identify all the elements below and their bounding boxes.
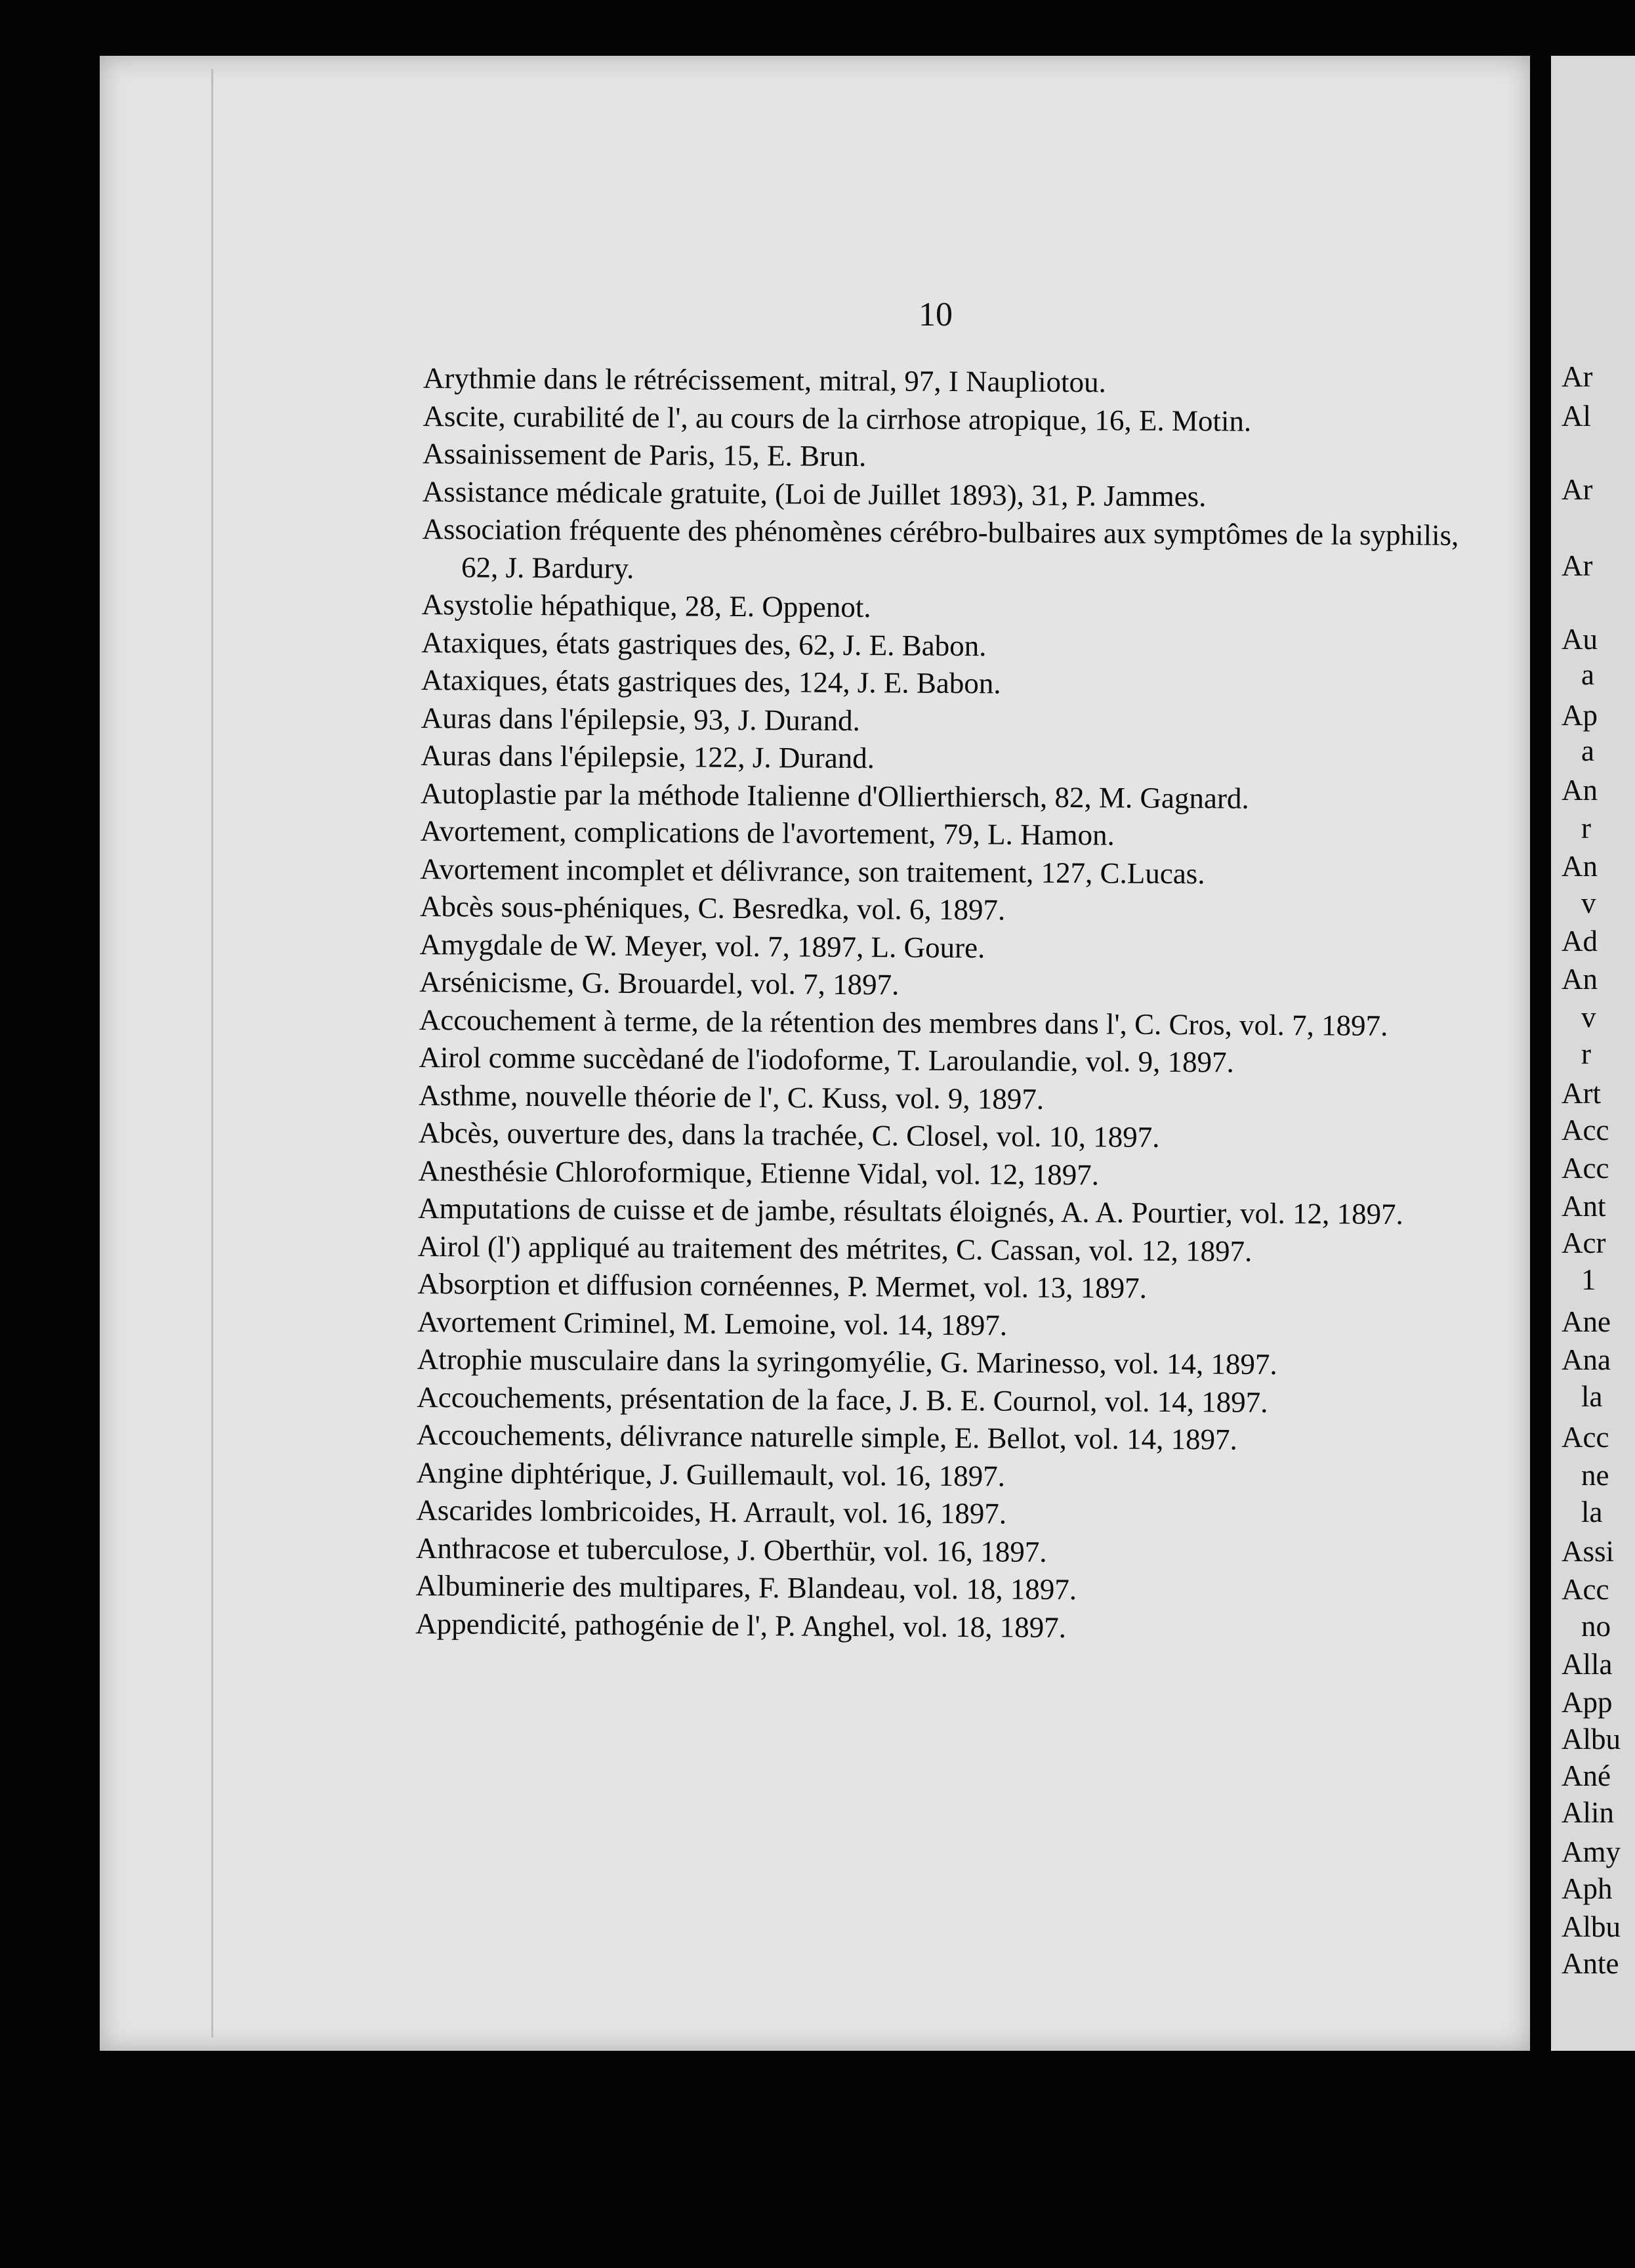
index-entry: Arsénicisme, G. Brouardel, vol. 7, 1897. (419, 965, 900, 1001)
right-page-fragment: Al (1562, 400, 1591, 432)
right-page-fragment: Acc (1562, 1114, 1609, 1146)
right-page-fragment: Assi (1562, 1535, 1615, 1568)
index-entry: Avortement Criminel, M. Lemoine, vol. 14, 1897. (417, 1305, 1008, 1341)
right-page-fragment: no (1581, 1610, 1611, 1643)
right-page-fragment: Ad (1562, 925, 1598, 957)
right-page-fragment: r (1581, 812, 1591, 845)
index-entry: Abcès sous-phéniques, C. Besredka, vol. 6, 1897. (419, 889, 1006, 927)
index-entries (415, 360, 1460, 1649)
right-page-fragment: An (1562, 850, 1598, 883)
index-entry: Atrophie musculaire dans la syringomyélie, G. Marinesso, vol. 14, 1897. (417, 1342, 1277, 1381)
index-entry: Abcès, ouverture des, dans la trachée, C. Closel, vol. 10, 1897. (418, 1116, 1160, 1154)
index-entry: Ascite, curabilité de l', au cours de la cirrhose atropique, 16, E. Motin. (423, 399, 1252, 438)
index-entry: Accouchement à terme, de la rétention des membres dans l', C. Cros, vol. 7, 1897. (419, 1003, 1388, 1042)
right-page-fragment: Ana (1562, 1343, 1611, 1376)
page-number: 10 (919, 296, 953, 333)
right-page-fragment: Amy (1562, 1836, 1621, 1868)
right-page-fragment: Art (1562, 1077, 1601, 1110)
right-page-fragment: Ant (1562, 1190, 1606, 1223)
index-entry: Albuminerie des multipares, F. Blandeau, vol. 18, 1897. (415, 1568, 1077, 1606)
index-entry: Airol (l') appliqué au traitement des métrites, C. Cassan, vol. 12, 1897. (417, 1229, 1252, 1268)
page-frame-line (211, 69, 213, 2038)
right-page-fragment: r (1581, 1038, 1591, 1070)
right-page-fragment: Alla (1562, 1648, 1613, 1681)
index-entry: Anthracose et tuberculose, J. Oberthür, vol. 16, 1897. (415, 1531, 1047, 1568)
right-page-fragment: a (1581, 734, 1594, 767)
right-page-fragment: Alin (1562, 1796, 1615, 1829)
index-entry: Amygdale de W. Meyer, vol. 7, 1897, L. Goure. (419, 927, 985, 964)
right-page-fragment: App (1562, 1686, 1613, 1719)
right-page-fragment: Ar (1562, 549, 1593, 582)
right-page-fragment: v (1581, 1001, 1596, 1034)
right-page-fragment: Acc (1562, 1573, 1609, 1606)
right-page-fragment: Ane (1562, 1305, 1611, 1338)
right-page-fragment: v (1581, 887, 1596, 919)
index-entry: Avortement, complications de l'avortement, 79, L. Hamon. (420, 814, 1115, 852)
right-page-fragment: Acc (1562, 1421, 1609, 1454)
right-page-fragment: Albu (1562, 1723, 1621, 1755)
right-page-fragment: An (1562, 774, 1598, 807)
index-entry: Avortement incomplet et délivrance, son traitement, 127, C.Lucas. (420, 852, 1205, 890)
index-entry: Assainissement de Paris, 15, E. Brun. (422, 436, 867, 473)
index-entry: Asthme, nouvelle théorie de l', C. Kuss, vol. 9, 1897. (419, 1078, 1045, 1116)
right-page-fragment: 1 (1581, 1263, 1596, 1296)
index-entry: Auras dans l'épilepsie, 122, J. Durand. (421, 738, 875, 775)
right-page-fragment: ne (1581, 1459, 1609, 1492)
index-entry: Accouchements, délivrance naturelle simple, E. Bellot, vol. 14, 1897. (416, 1418, 1238, 1456)
index-entry: Anesthésie Chloroformique, Etienne Vidal, vol. 12, 1897. (418, 1154, 1100, 1191)
right-page-fragment: Aph (1562, 1872, 1613, 1905)
right-page-fragment: Ar (1562, 360, 1593, 393)
index-entry: Ascarides lombricoides, H. Arrault, vol. 16, 1897. (416, 1493, 1007, 1530)
right-page-fragment: Ar (1562, 473, 1593, 506)
right-page-fragment: la (1581, 1496, 1603, 1528)
index-entry: Association fréquente des phénomènes cérébro-bulbaires aux symptômes de la syphilis, 62, J. Bardury. (422, 512, 1459, 585)
right-page-fragment: Acr (1562, 1227, 1606, 1259)
right-page-fragment: Ap (1562, 699, 1598, 732)
index-entry: Amputations de cuisse et de jambe, résultats éloignés, A. A. Pourtier, vol. 12, 1897. (417, 1191, 1403, 1231)
index-entry: Ataxiques, états gastriques des, 124, J. E. Babon. (421, 663, 1001, 700)
index-entry: Arythmie dans le rétrécissement, mitral, 97, I Naupliotou. (423, 361, 1106, 399)
right-page-fragment: An (1562, 963, 1598, 996)
right-page-fragment: Acc (1562, 1152, 1609, 1185)
index-entry: Airol comme succèdané de l'iodoforme, T. Laroulandie, vol. 9, 1897. (419, 1040, 1234, 1079)
right-page-fragment: Ané (1562, 1759, 1611, 1792)
right-page-fragment: Ante (1562, 1947, 1619, 1980)
index-entry: Assistance médicale gratuite, (Loi de Juillet 1893), 31, P. Jammes. (422, 474, 1207, 513)
index-entry: Appendicité, pathogénie de l', P. Anghel, vol. 18, 1897. (415, 1606, 1067, 1644)
index-entry: Accouchements, présentation de la face, J. B. E. Cournol, vol. 14, 1897. (417, 1380, 1268, 1419)
index-entry: Angine diphtérique, J. Guillemault, vol. 16, 1897. (416, 1456, 1006, 1492)
right-page-fragment: Au (1562, 623, 1598, 656)
index-entry: Asystolie hépathique, 28, E. Oppenot. (421, 587, 871, 624)
index-entry: Auras dans l'épilepsie, 93, J. Durand. (421, 701, 861, 737)
index-entry: Autoplastie par la méthode Italienne d'Ollierthiersch, 82, M. Gagnard. (420, 776, 1249, 815)
right-page-fragment: Albu (1562, 1910, 1621, 1943)
index-entry: Absorption et diffusion cornéennes, P. Mermet, vol. 13, 1897. (417, 1267, 1148, 1305)
index-entry: Ataxiques, états gastriques des, 62, J. E. Babon. (421, 625, 987, 662)
right-page-fragment: la (1581, 1380, 1603, 1413)
right-page-fragment: a (1581, 658, 1594, 691)
